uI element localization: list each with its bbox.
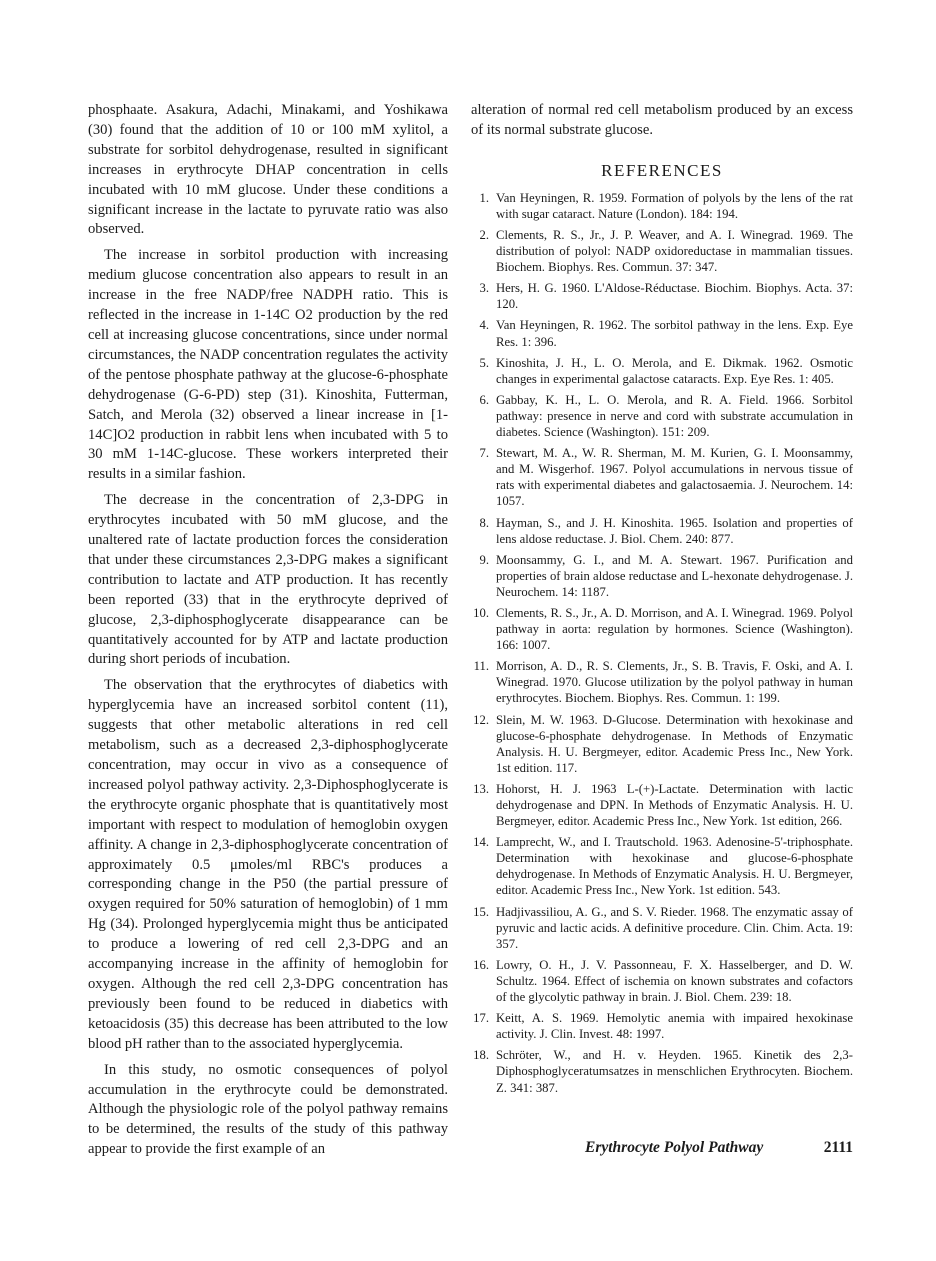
reference-text: Morrison, A. D., R. S. Clements, Jr., S. B. Travis, F. Oski, and A. I. Winegrad. 1970. Glucose utilization by the polyol pathway in human erythrocytes. Biochem. Biophys. Res. Commun. 1: 199. (496, 659, 853, 706)
reference-number: 11. (473, 659, 489, 674)
reference-number: 12. (473, 712, 489, 727)
reference-item (471, 445, 853, 509)
reference-text: Clements, R. S., Jr., A. D. Morrison, and A. I. Winegrad. 1969. Polyol pathway in aorta: regulation by hormones. Science (Washington). 166: 1007. (496, 605, 853, 653)
reference-item (471, 1010, 853, 1042)
reference-text: Stewart, M. A., W. R. Sherman, M. M. Kurien, G. I. Moonsammy, and M. Wisgerhof. 1967. Polyol accumulations in nervous tissue of rats with experimental diabetes and galactosaemia. J. Neurochem. 14: 1057. (496, 446, 853, 509)
references-heading: REFERENCES (601, 160, 723, 180)
body-paragraph-2: The increase in sorbitol production with increasing medium glucose concentration also appears to result in an increase in the free NADP/free NADPH ratio. This is reflected in the increase in 1-14C O2 production by the red cell at increasing glucose concentrations, since under normal circumstances, the NADP concentration regulates the activity of the pentose phosphate pathway at the glucose-6-phosphate dehydrogenase (G-6-PD) step (31). Kinoshita, Futterman, Satch, and Merola (32) observed a linear increase in [1-14C]O2 production in rabbit lens when incubated with 5 to 30 mM 1-14C-glucose. These workers interpreted their results in a similar fashion. (88, 247, 448, 483)
reference-number: 4. (479, 318, 489, 333)
reference-number: 9. (479, 552, 489, 567)
body-paragraph-1: phosphaate. Asakura, Adachi, Minakami, and Yoshikawa (30) found that the addition of 10 or 100 mM xylitol, a substrate for sorbitol dehydrogenase, resulted in significant increases in erythrocyte DHAP concentration in cells incubated with 10 mM glucose. Under these conditions a significant increase in the lactate to pyruvate ratio was also observed. (88, 102, 448, 238)
reference-text: Hayman, S., and J. H. Kinoshita. 1965. Isolation and properties of lens aldose reductase. J. Biol. Chem. 240: 877. (496, 515, 853, 546)
reference-item (471, 904, 853, 952)
reference-text: Keitt, A. S. 1969. Hemolytic anemia with impaired hexokinase activity. J. Clin. Invest. 48: 1997. (496, 1011, 853, 1042)
body-paragraph-4: The observation that the erythrocytes of diabetics with hyperglycemia have an increased sorbitol content (11), suggests that other metabolic alterations in red cell metabolism, such as a decreased 2,3-diphosphoglycerate concentration, may occur in vivo as a consequence of increased polyol pathway activity. 2,3-Diphosphoglycerate is the erythrocyte organic phosphate that is quantitatively most important with respect to modulation of hemoglobin oxygen affinity. A change in 2,3-diphosphoglycerate concentration of approximately 0.5 μmoles/ml RBC's produces a corresponding change in the P50 (the partial pressure of oxygen required for 50% saturation of hemoglobin) of 1 mm Hg (34). Prolonged hyperglycemia might thus be anticipated to produce a lowering of red cell 2,3-DPG and an accompanying increase in the affinity of hemoglobin for oxygen. Although the red cell 2,3-DPG concentration has previously been found to be reduced in diabetics with ketoacidosis (35) this decrease has been attributed to the low blood pH rather than to the associated hyperglycemia. (88, 677, 448, 1052)
reference-text: Lamprecht, W., and I. Trautschold. 1963. Adenosine-5'-triphosphate. Determination with hexokinase and glucose-6-phosphate dehydrogenase. In Methods of Enzymatic Analysis. H. U. Bergmeyer, editor. Academic Press Inc., New York. 1st edition. 543. (496, 835, 853, 898)
reference-text: Gabbay, K. H., L. O. Merola, and R. A. Field. 1966. Sorbitol pathway: presence in nerve and cord with substrate accumulation in diabetes. Science (Washington). 151: 209. (496, 392, 853, 440)
running-title: Erythrocyte Polyol Pathway (585, 1139, 764, 1156)
reference-text: Hadjivassiliou, A. G., and S. V. Rieder. 1968. The enzymatic assay of pyruvic and lactic acids. A definitive procedure. Clin. Chim. Acta. 19: 357. (496, 904, 853, 951)
reference-item (471, 712, 853, 776)
reference-text: Hers, H. G. 1960. L'Aldose-Réductase. Biochim. Biophys. Acta. 37: 120. (496, 281, 853, 312)
reference-number: 18. (473, 1048, 489, 1063)
reference-number: 16. (473, 957, 489, 972)
page-number: 2111 (823, 1139, 853, 1156)
reference-text: Moonsammy, G. I., and M. A. Stewart. 1967. Purification and properties of brain aldose reductase and L-hexonate dehydrogenase. J. Neurochem. 14: 1187. (496, 552, 853, 599)
reference-number: 3. (479, 281, 489, 296)
body-paragraph-continuation: alteration of normal red cell metabolism produced by an excess of its normal substrate glucose. (471, 102, 853, 138)
reference-number: 14. (473, 835, 489, 850)
reference-number: 2. (479, 228, 489, 242)
reference-item (471, 552, 853, 600)
reference-item (471, 317, 853, 349)
page-footer (585, 1139, 853, 1157)
reference-text: Van Heyningen, R. 1962. The sorbitol pathway in the lens. Exp. Eye Res. 1: 396. (496, 318, 853, 349)
reference-item (471, 957, 853, 1005)
right-column (471, 101, 853, 1101)
reference-number: 13. (473, 781, 489, 796)
left-column (88, 101, 448, 1160)
reference-text: Clements, R. S., Jr., J. P. Weaver, and A. I. Winegrad. 1969. The distribution of polyol: NADP oxidoreductase in mammalian tissues. Biochem. Biophys. Res. Commun. 37: 347. (496, 228, 853, 275)
reference-text: Hohorst, H. J. 1963 L-(+)-Lactate. Determination with lactic dehydrogenase and DPN. In Methods of Enzymatic Analysis. H. U. Bergmeyer, editor. Academic Press Inc., New York. 1st edition, 266. (496, 781, 853, 829)
reference-item (471, 515, 853, 547)
reference-text: Lowry, O. H., J. V. Passonneau, F. X. Hasselberger, and D. W. Schultz. 1964. Effect of ischemia on known substrates and cofactors of the glycolytic pathway in brain. J. Biol. Chem. 239: 18. (496, 957, 853, 1005)
reference-item (471, 605, 853, 653)
reference-list (471, 190, 853, 1096)
reference-item (471, 280, 853, 312)
reference-text: Van Heyningen, R. 1959. Formation of polyols by the lens of the rat with sugar cataract. Nature (London). 184: 194. (496, 190, 853, 221)
reference-number: 6. (479, 392, 489, 407)
reference-item (471, 781, 853, 829)
reference-item (471, 190, 853, 222)
reference-item (471, 1047, 853, 1095)
reference-item (471, 355, 853, 387)
reference-text: Schröter, W., and H. v. Heyden. 1965. Kinetik des 2,3-Diphosphoglyceratumsatzes in menschlichen Erythrocyten. Biochem. Z. 341: 387. (496, 1048, 853, 1095)
reference-number: 15. (473, 904, 489, 919)
reference-number: 17. (473, 1011, 489, 1026)
reference-text: Kinoshita, J. H., L. O. Merola, and E. Dikmak. 1962. Osmotic changes in experimental galactose cataracts. Exp. Eye Res. 1: 405. (496, 355, 853, 386)
reference-item (471, 392, 853, 440)
reference-number: 5. (479, 355, 489, 370)
reference-number: 7. (479, 446, 489, 461)
reference-item (471, 227, 853, 275)
reference-item (471, 834, 853, 898)
reference-number: 1. (479, 190, 489, 205)
body-paragraph-5: In this study, no osmotic consequences of polyol accumulation in the erythrocyte could be demonstrated. Although the physiologic role of the polyol pathway remains to be determined, the results of the study of this pathway appear to provide the first example of an (88, 1061, 448, 1158)
body-paragraph-3: The decrease in the concentration of 2,3-DPG in erythrocytes incubated with 50 mM glucose, and the unaltered rate of lactate production forces the consideration that under these circumstances 2,3-DPG makes a significant contribution to lactate and ATP production. It has recently been reported (33) that in the erythrocyte deprived of glucose, 2,3-diphosphoglycerate disappearance can be quantitatively accounted for by ATP and lactate production during short periods of incubation. (88, 492, 448, 668)
reference-number: 10. (473, 605, 489, 620)
reference-text: Slein, M. W. 1963. D-Glucose. Determination with hexokinase and glucose-6-phosphate dehydrogenase. In Methods of Enzymatic Analysis. H. U. Bergmeyer, editor. Academic Press Inc., New York. 1st edition. 117. (496, 712, 853, 775)
reference-item (471, 658, 853, 706)
reference-number: 8. (479, 515, 489, 530)
